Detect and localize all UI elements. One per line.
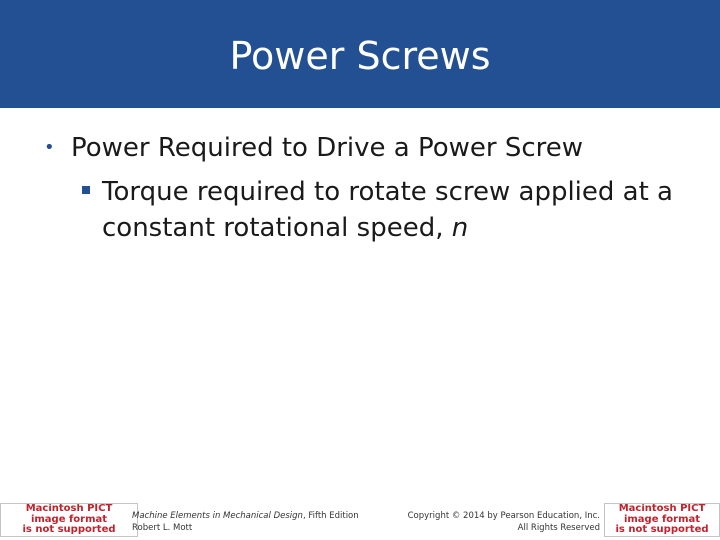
slide-content	[0, 108, 720, 498]
rights-text: All Rights Reserved	[517, 523, 600, 533]
square-bullet-icon	[82, 186, 90, 194]
placeholder-line-1: Macintosh PICT	[618, 503, 706, 514]
footer-book-info	[132, 510, 359, 534]
book-title: Machine Elements in Mechanical Design	[132, 511, 303, 521]
unsupported-image-placeholder-right	[604, 503, 720, 537]
unsupported-image-placeholder-left	[0, 503, 138, 537]
bullet-text: Power Required to Drive a Power Screw	[71, 133, 584, 163]
footer	[0, 498, 720, 540]
placeholder-line-3: is not supported	[22, 524, 116, 535]
book-author: Robert L. Mott	[132, 523, 193, 533]
copyright-text: Copyright © 2014 by Pearson Education, Inc.	[407, 511, 600, 521]
placeholder-line-2: image format	[623, 513, 701, 525]
placeholder-line-1: Macintosh PICT	[25, 503, 113, 514]
placeholder-line-3: is not supported	[615, 524, 709, 535]
book-edition: , Fifth Edition	[302, 511, 359, 521]
speed-variable: n	[451, 213, 469, 243]
sub-bullet-text-main: Torque required to rotate screw applied at a constant rotational speed,	[102, 177, 673, 243]
round-bullet-icon: •	[44, 137, 55, 158]
footer-copyright	[398, 510, 600, 534]
title-bar	[0, 0, 720, 108]
sub-bullet-text	[102, 174, 692, 246]
placeholder-line-2: image format	[30, 513, 108, 525]
slide-title: Power Screws	[229, 34, 491, 78]
